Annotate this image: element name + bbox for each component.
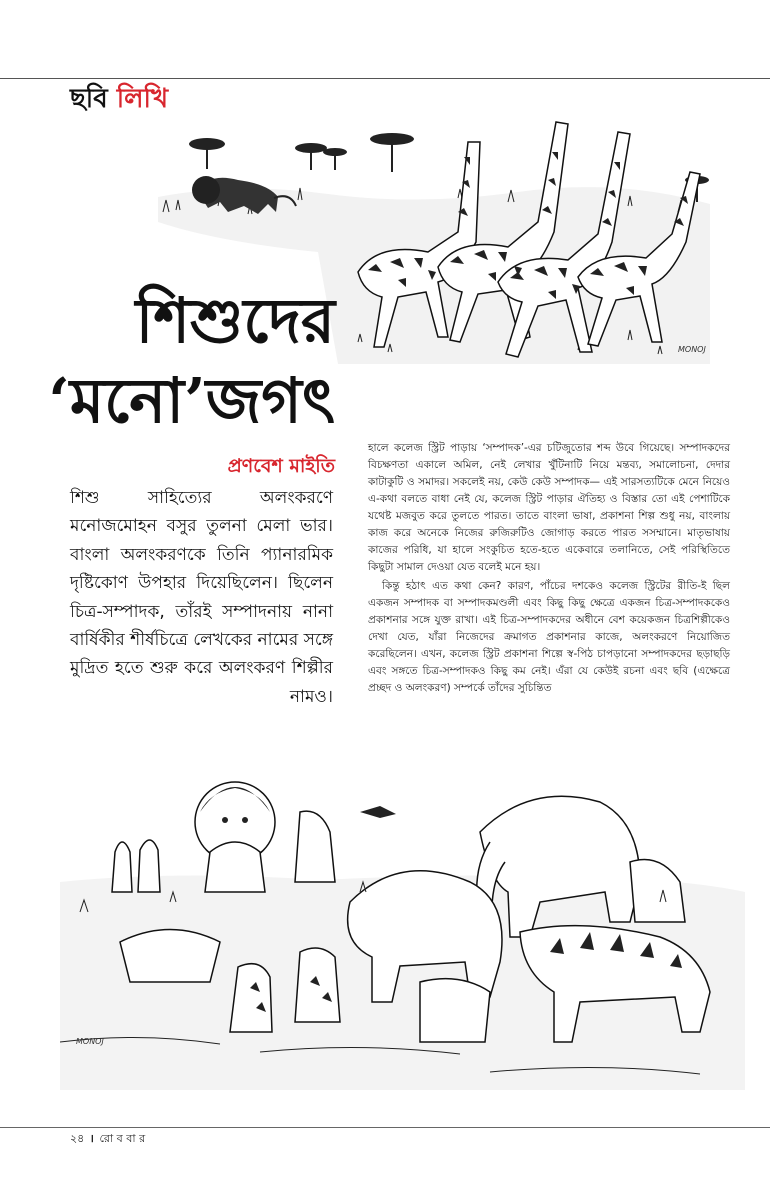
body-paragraph-2: কিন্তু হঠাৎ এত কথা কেন? কারণ, পাঁচের দশকেও কলেজ স্ট্রিটের রীতি-ই ছিল একজন সম্পাদক বা সম্পাদকমণ্ডলী এবং কিছু কিছু ক্ষেত্রে একজন চিত্র-সম্পাদককেও প্রকাশনার সঙ্গে যুক্ত রাখা। এই চিত্র-সম্পাদকদের অধীনে বেশ কয়েকজন চিত্রশিল্পীকেও দেখা যেত, যাঁরা নিজেদের ক্রমাগত প্রকাশনার কাজে, অলংকরণে নিয়োজিত করেছিলেন। এখন, কলেজ স্ট্রিট প্রকাশনা শিল্পে স্ব-পিঠ চাপড়ানো সম্পাদকদের ছড়াছড়ি এবং সঙ্গতে চিত্র-সম্পাদকও কিছু কম নেই। এঁরা যে কেউই রচনা এবং ছবি (এক্ষেত্রে প্রচ্ছদ ও অলংকরণ) সম্পর্কে তাঁদের সুচিন্তিত bbox=[368, 580, 730, 694]
section-label-word-2: লিখি bbox=[116, 84, 169, 114]
body-column bbox=[368, 440, 730, 697]
author-byline: প্রণবেশ মাইতি bbox=[227, 455, 335, 477]
article-title-line-2: ‘মনো’জগৎ bbox=[48, 364, 335, 437]
footer-separator: । bbox=[89, 1132, 94, 1145]
section-label-word-1: ছবি bbox=[70, 84, 108, 114]
animals-gathering-illustration bbox=[60, 752, 745, 1090]
page-number: ২৪ bbox=[70, 1132, 85, 1145]
page-footer bbox=[70, 1131, 145, 1147]
svg-text:MONOJ: MONOJ bbox=[678, 345, 706, 354]
intro-paragraph: শিশু সাহিত্যের অলংকরণে মনোজমোহন বসুর তুলনা মেলা ভার। বাংলা অলংকরণকে তিনি প্যানারমিক দৃষ্টিকোণ উপহার দিয়েছিলেন। ছিলেন চিত্র-সম্পাদক, তাঁরই সম্পাদনায় নানা বার্ষিকীর শীর্ষচিত্রে লেখকের নামের সঙ্গে মুদ্রিত হতে শুরু করে অলংকরণ শিল্পীর নামও। bbox=[70, 488, 333, 707]
article-title-line-1: শিশুদের bbox=[135, 284, 335, 357]
body-paragraph-1: হালে কলেজ স্ট্রিট পাড়ায় ‘সম্পাদক’-এর চটিজুতোর শব্দ উবে গিয়েছে। সম্পাদকদের বিচক্ষণতা একালে অমিল, নেই লেখার খুঁটিনাটি নিয়ে মন্তব্য, সমালোচনা, দেদার কাটাকুটি ও সমাদর। সকলেই নয়, কেউ কেউ সম্পাদক— এই সারসত্যটিকে মেনে নিয়েও এ-কথা বলতে বাধা নেই যে, কলেজ স্ট্রিট পাড়ার ঐতিহ্য ও বিস্তার তো এই পেশাটিকে যথেষ্ট মজবুত করে তুলতে পারত। তাতে বাংলা ভাষা, প্রকাশনা শিল্প শুধু নয়, বাংলায় কাজ করে অনেকে নিজের রুজিরুটিও জোগাড় করতে পারত সসম্মানে। মাতৃভাষায় কাজের পরিধি, যা হালে সংকুচিত হতে-হতে একেবারে তলানিতে, সেই পরিস্থিতিতে কিছুটা সামাল দেওয়া যেত বলেই মনে হয়। bbox=[368, 442, 730, 573]
footer-rule bbox=[0, 1127, 770, 1128]
header-rule bbox=[0, 78, 770, 79]
section-label bbox=[70, 80, 168, 118]
magazine-name: রো ব বা র bbox=[99, 1132, 146, 1145]
svg-text:MONOJ: MONOJ bbox=[76, 1037, 104, 1046]
